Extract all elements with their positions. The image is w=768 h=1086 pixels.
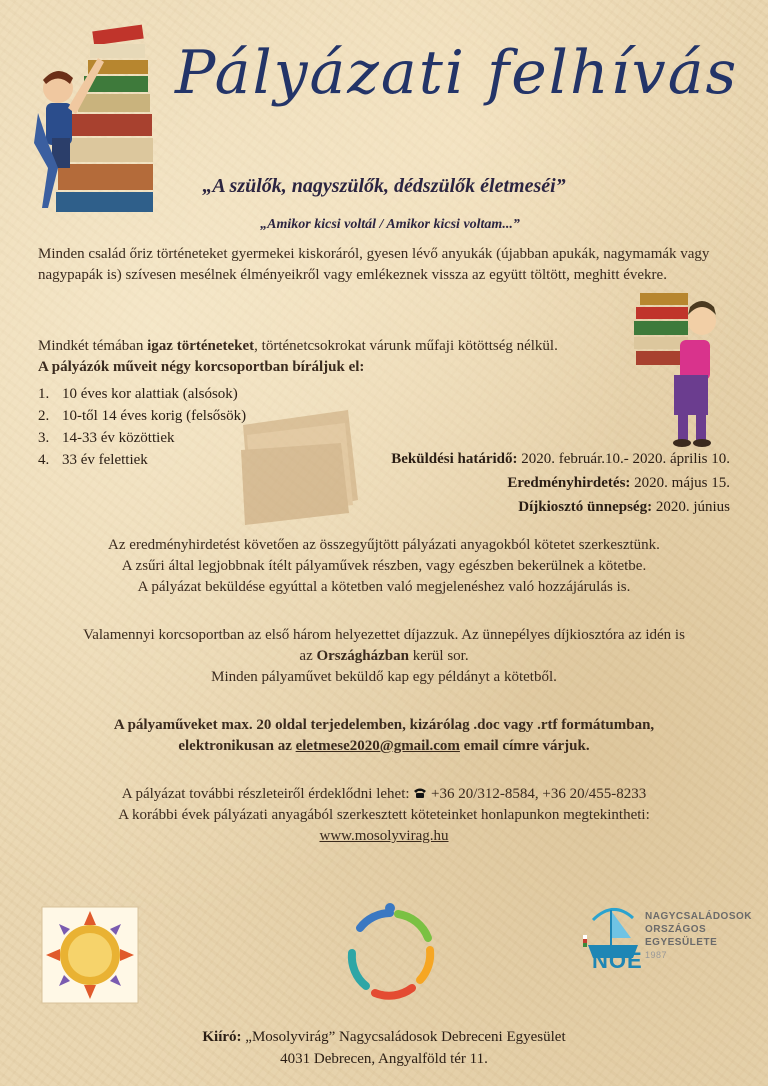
dates-block [391, 447, 730, 519]
date-label: Eredményhirdetés: [507, 475, 631, 491]
noe-abbr: NOE [592, 948, 643, 973]
phone-icon [413, 787, 427, 799]
text-line: Minden pályaművet beküldő kap egy példányt a kötetből. [211, 669, 557, 685]
debreceni-egyesulet-logo [330, 898, 450, 1008]
date-value: 2020. június [652, 499, 730, 515]
date-value: 2020. február.10.- 2020. április 10. [517, 451, 730, 467]
text-line [0, 646, 768, 667]
text-line: A pályázat beküldése egyúttal a kötetben való megjelenéshez való hozzájárulás is. [137, 579, 631, 595]
text-line: A pályaműveket max. 20 oldal terjedelemben, kizárólag .doc vagy .rtf formátumban, [113, 717, 655, 733]
date-value: 2020. május 15. [630, 475, 730, 491]
email-link[interactable]: eletmese2020@gmail.com [295, 738, 460, 754]
intro-paragraph: Minden család őriz történeteket gyermekei kiskoráról, gyesen lévő anyukák (újabban apukák, nagymamák vagy nagypapák is) szívesen mesélnek élményeikről vagy emlékeznek vissza az együtt töltött, meghitt évekre. [38, 246, 710, 283]
text-line: Valamennyi korcsoportban az első három helyezettet díjazzuk. Az ünnepélyes díjkiosztóra az idén is [83, 627, 685, 643]
footer [0, 1026, 768, 1070]
phone-numbers: +36 20/312-8584, +36 20/455-8233 [427, 786, 647, 802]
submission-paragraph [0, 715, 768, 757]
list-number: 2. [38, 408, 50, 424]
date-label: Beküldési határidő: [391, 451, 518, 467]
list-number: 4. [38, 452, 50, 468]
date-row [391, 495, 730, 519]
list-item [38, 383, 338, 405]
noe-line: EGYESÜLETE [645, 937, 718, 948]
list-label: 10 éves kor alattiak (alsósok) [62, 386, 238, 402]
text-fragment: kerül sor. [409, 648, 469, 664]
list-number: 1. [38, 386, 50, 402]
list-number: 3. [38, 430, 50, 446]
list-item [38, 449, 338, 471]
text-fragment: A pályázat további részleteiről érdeklődni lehet: [121, 786, 414, 802]
noe-org-name [645, 910, 752, 962]
venue-name: Országházban [316, 648, 409, 664]
noe-line: ORSZÁGOS [645, 924, 707, 935]
website-link[interactable]: www.mosolyvirag.hu [319, 828, 449, 844]
sub-subtitle: „Amikor kicsi voltál / Amikor kicsi voltam...” [260, 217, 520, 232]
girl-with-books-illustration [630, 285, 725, 450]
list-label: 14-33 év közöttiek [62, 430, 175, 446]
text-fragment: az [299, 648, 317, 664]
page-title: Pályázati felhívás [175, 38, 739, 108]
text-fragment: email címre várjuk. [459, 738, 590, 754]
list-label: 10-től 14 éves korig (felsősök) [62, 408, 247, 424]
awards-paragraph [0, 625, 768, 688]
text-line [0, 736, 768, 757]
footer-address: 4031 Debrecen, Angyalföld tér 11. [280, 1051, 488, 1067]
list-item [38, 427, 338, 449]
themes-after: , történetcsokrokat várunk műfaji kötöttség nélkül. [254, 338, 558, 354]
text-line: Az eredményhirdetést követően az összegyűjtött pályázati anyagokból kötetet szerkesztünk. [108, 537, 660, 553]
age-group-list [38, 383, 338, 471]
text-line: A korábbi évek pályázati anyagából szerkesztett köteteinket honlapunkon megtekintheti: [118, 807, 650, 823]
footer-label: Kiíró: [202, 1029, 242, 1045]
themes-bold: igaz történeteket [147, 338, 255, 354]
publication-paragraph [0, 535, 768, 598]
date-row [391, 447, 730, 471]
judging-heading: A pályázók műveit négy korcsoportban bíráljuk el: [38, 359, 365, 375]
subtitle: „A szülők, nagyszülők, dédszülők életmeséi” [202, 175, 566, 197]
contact-paragraph [0, 784, 768, 847]
date-label: Díjkiosztó ünnepség: [518, 499, 653, 515]
list-label: 33 év felettiek [62, 452, 148, 468]
noe-line: NAGYCSALÁDOSOK [645, 911, 753, 922]
mosolyvirag-logo [40, 905, 140, 1005]
footer-org: „Mosolyvirág” Nagycsaládosok Debreceni Egyesület [241, 1029, 566, 1045]
text-line [0, 784, 768, 805]
text-line: A zsűri által legjobbnak ítélt pályaművek részben, vagy egészben bekerülnek a kötetbe. [121, 558, 647, 574]
footer-org-line [0, 1026, 768, 1048]
date-row [391, 471, 730, 495]
list-item [38, 405, 338, 427]
text-fragment: elektronikusan az [178, 738, 296, 754]
noe-year: 1987 [645, 950, 668, 960]
themes-paragraph [38, 336, 638, 357]
themes-before: Mindkét témában [38, 338, 148, 354]
